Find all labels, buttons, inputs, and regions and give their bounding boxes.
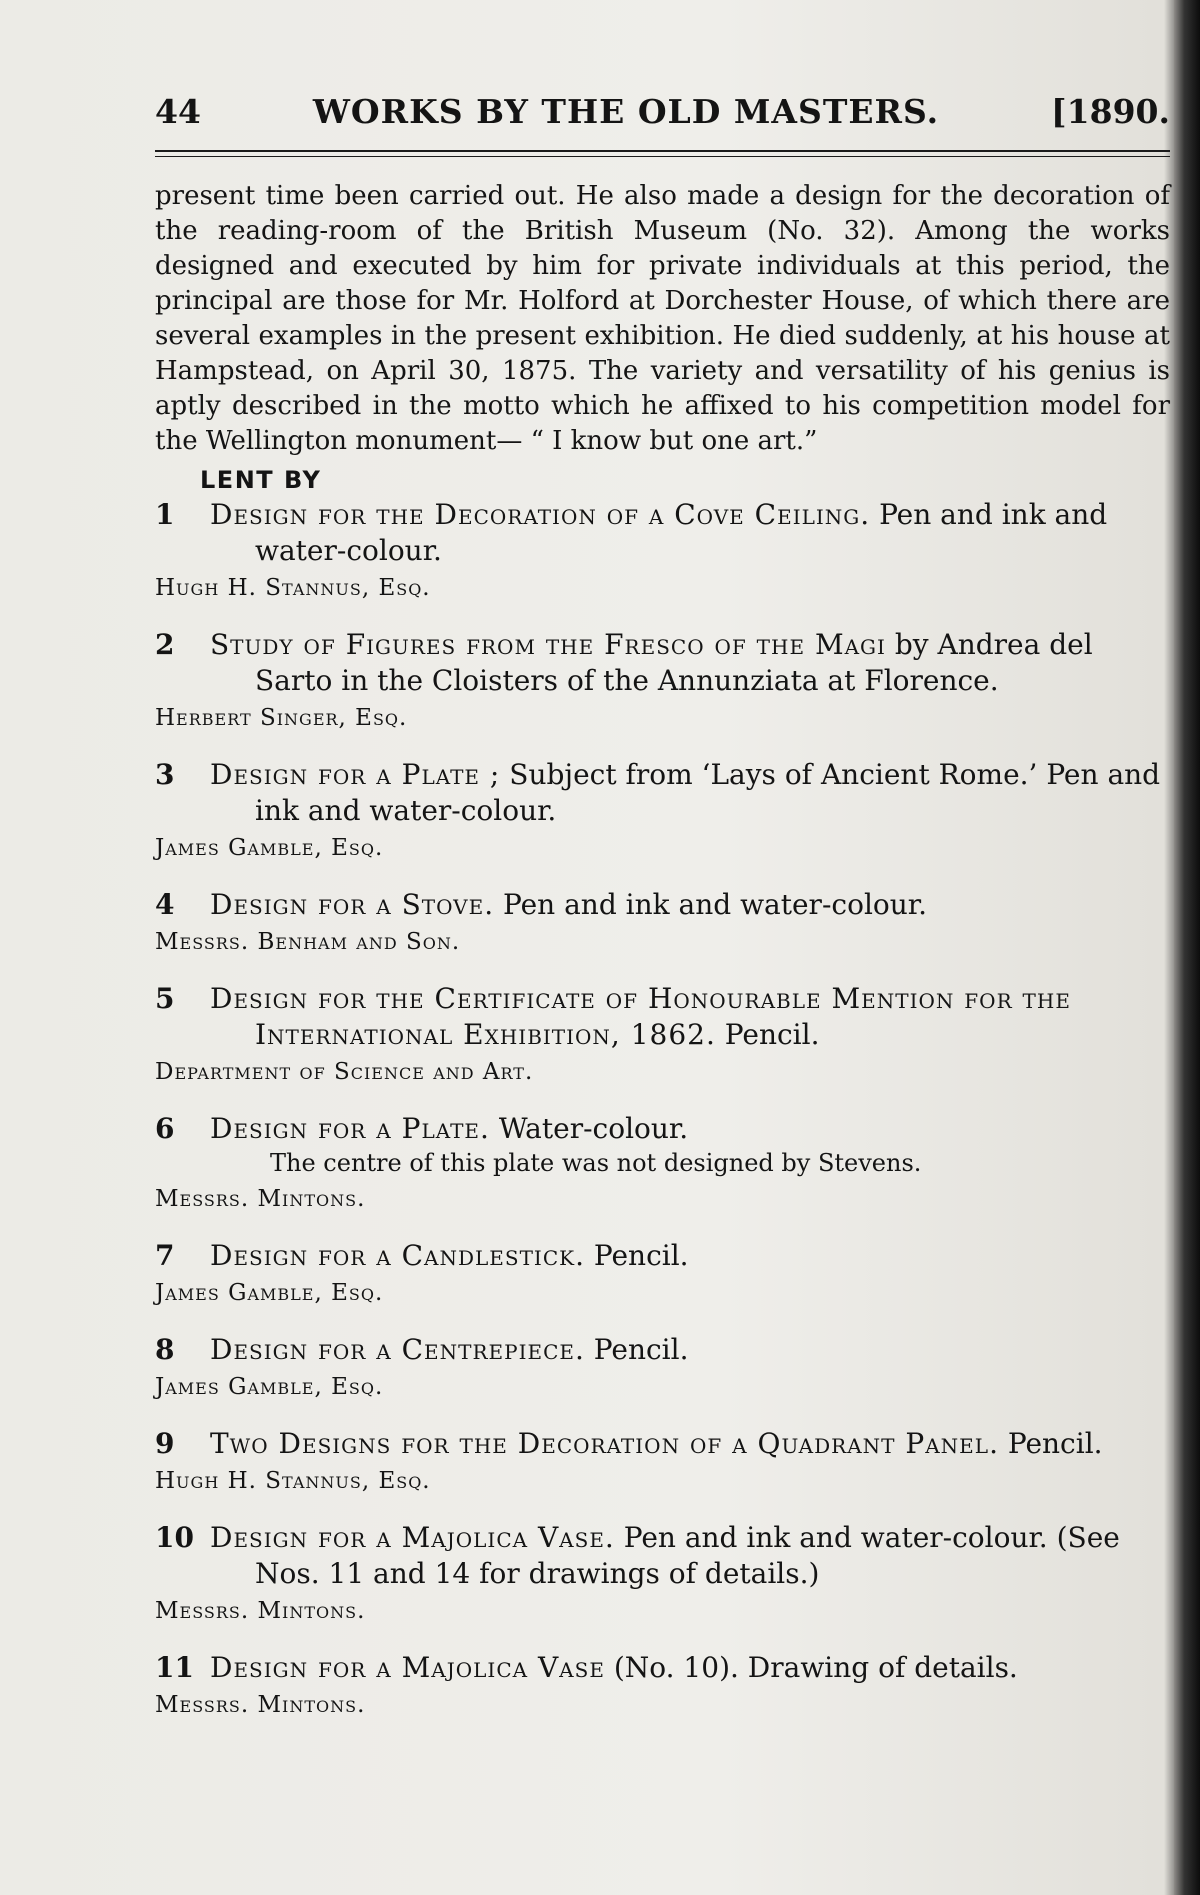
entry-title: Design for a Centrepiece.	[210, 1333, 585, 1366]
entry-title: Design for a Stove.	[210, 888, 495, 921]
entry-line	[155, 887, 1170, 923]
entry-lender: James Gamble, Esq.	[155, 835, 384, 861]
entry-lender: Hugh H. Stannus, Esq.	[155, 575, 431, 601]
entry-number: 5	[155, 982, 175, 1015]
entry-lender: James Gamble, Esq.	[155, 1374, 384, 1400]
entry-title: Design for the Decoration of a Cove Ceiling.	[210, 498, 871, 531]
entry-lender: James Gamble, Esq.	[155, 1280, 384, 1306]
entry-title: Design for a Majolica Vase.	[210, 1521, 615, 1554]
entry-line	[155, 1426, 1170, 1462]
catalogue-entries	[155, 497, 1170, 1722]
entry-lender: Hugh H. Stannus, Esq.	[155, 1468, 431, 1494]
catalogue-entry	[155, 887, 1170, 959]
entry-description: Subject from ‘Lays of Ancient Rome.’ Pen and ink and water-colour.	[255, 758, 1161, 827]
entry-description: Water-colour.	[498, 1112, 689, 1145]
entry-lender: Messrs. Mintons.	[155, 1186, 366, 1212]
entry-number: 6	[155, 1112, 175, 1145]
entry-description: Pencil.	[593, 1333, 689, 1366]
header-double-rule	[155, 150, 1170, 157]
entry-title: Design for a Candlestick.	[210, 1239, 585, 1272]
entry-description: (No. 10). Drawing of details.	[613, 1651, 1018, 1684]
catalogue-entry	[155, 1332, 1170, 1404]
entry-line	[155, 981, 1170, 1053]
catalogue-entry	[155, 1238, 1170, 1310]
lent-by-label: LENT BY	[200, 466, 322, 494]
entry-note: The centre of this plate was not designed by Stevens.	[270, 1149, 922, 1177]
entry-line	[155, 1238, 1170, 1274]
entry-title: Study of Figures from the Fresco of the Magi	[210, 628, 886, 661]
entry-number: 7	[155, 1239, 175, 1272]
catalogue-entry	[155, 1650, 1170, 1722]
running-header	[155, 92, 1170, 136]
entry-lender: Herbert Singer, Esq.	[155, 705, 408, 731]
catalogue-entry	[155, 497, 1170, 605]
entry-description: Pen and ink and water-colour.	[255, 498, 1108, 567]
entry-number: 10	[155, 1521, 194, 1554]
header-year: [1890.	[1051, 92, 1170, 131]
entry-title: Two Designs for the Decoration of a Quadrant Panel.	[210, 1427, 999, 1460]
catalogue-entry	[155, 627, 1170, 735]
entry-description: Pen and ink and water-colour. (See Nos. 11 and 14 for drawings of details.)	[255, 1521, 1120, 1590]
intro-paragraph: present time been carried out. He also made a design for the decoration of the reading-room of the British Museum (No. 32). Among the works designed and executed by him for private individuals at this period, the principal are those for Mr. Holford at Dorchester House, of which there are several examples in the present exhibition. He died suddenly, at his house at Hampstead, on April 30, 1875. The variety and versatility of his genius is aptly described in the motto which he affixed to his competition model for the Wellington monument— “ I know but one art.”	[155, 181, 1170, 456]
entry-number: 4	[155, 888, 175, 921]
entry-description: by Andrea del Sarto in the Cloisters of the Annunziata at Florence.	[255, 628, 1093, 697]
entry-line	[155, 757, 1170, 829]
entry-number: 3	[155, 758, 175, 791]
page-number: 44	[155, 92, 201, 131]
entry-title: Design for a Plate.	[210, 1112, 490, 1145]
entry-number: 8	[155, 1333, 175, 1366]
entry-title: Design for a Plate ;	[210, 758, 501, 791]
entry-description: Pencil.	[593, 1239, 689, 1272]
entry-number: 2	[155, 628, 175, 661]
book-spine-shadow	[1174, 0, 1200, 1895]
entry-title: Design for a Majolica Vase	[210, 1651, 605, 1684]
catalogue-entry	[155, 757, 1170, 865]
entry-description: Pencil.	[724, 1018, 820, 1051]
entry-number: 9	[155, 1427, 175, 1460]
catalogue-entry	[155, 981, 1170, 1089]
entry-lender: Messrs. Mintons.	[155, 1598, 366, 1624]
catalogue-entry	[155, 1111, 1170, 1216]
catalogue-entry	[155, 1520, 1170, 1628]
entry-line	[155, 1111, 1170, 1147]
catalogue-entry	[155, 1426, 1170, 1498]
running-title: WORKS BY THE OLD MASTERS.	[312, 92, 940, 131]
entry-line	[155, 1332, 1170, 1368]
entry-description: Pencil.	[1007, 1427, 1103, 1460]
page-content	[155, 92, 1170, 1722]
entry-number: 11	[155, 1651, 194, 1684]
entry-number: 1	[155, 498, 175, 531]
entry-line	[155, 1650, 1170, 1686]
entry-line	[155, 627, 1170, 699]
entry-lender: Messrs. Mintons.	[155, 1692, 366, 1718]
entry-lender: Department of Science and Art.	[155, 1059, 534, 1085]
entry-line	[155, 1520, 1170, 1592]
entry-lender: Messrs. Benham and Son.	[155, 929, 461, 955]
entry-title: Design for the Certificate of Honourable Mention for the International Exhibition, 1862.	[210, 982, 1071, 1051]
entry-description: Pen and ink and water-colour.	[503, 888, 927, 921]
entry-line	[155, 497, 1170, 569]
